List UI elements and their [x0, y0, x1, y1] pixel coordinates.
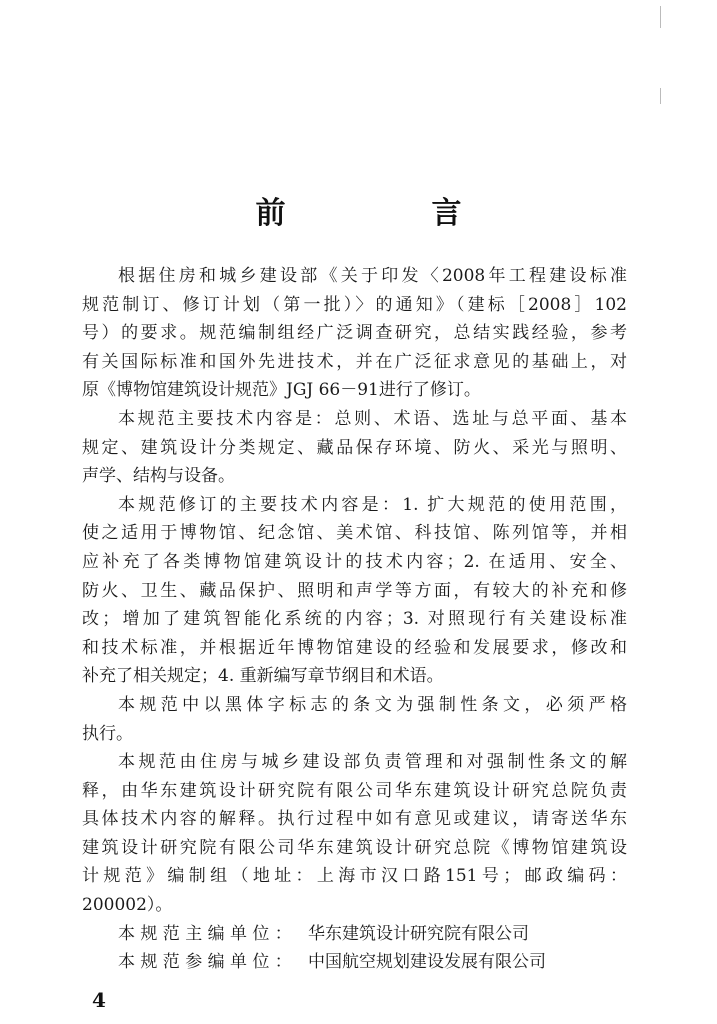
paragraph-line: 使之适用于博物馆、纪念馆、美术馆、科技馆、陈列馆等，并相	[82, 523, 627, 544]
unit-value: 中国航空规划建设发展有限公司	[308, 952, 546, 973]
paragraph-line: 本规范由住房与城乡建设部负责管理和对强制性条文的解	[118, 752, 627, 773]
paragraph-line: 具体技术内容的解释。执行过程中如有意见或建议，请寄送华东	[82, 809, 627, 830]
paragraph-line: 规定、建筑设计分类规定、藏品保存环境、防火、采光与照明、	[82, 437, 627, 458]
paragraph-line: 改；增加了建筑智能化系统的内容；3. 对照现行有关建设标准	[82, 609, 627, 630]
paragraph-line: 根据住房和城乡建设部《关于印发〈2008年工程建设标准	[118, 266, 627, 286]
paragraph-line: 释，由华东建筑设计研究院有限公司华东建筑设计研究总院负责	[82, 780, 627, 801]
paragraph-line: 有关国际标准和国外先进技术，并在广泛征求意见的基础上，对	[82, 351, 627, 372]
paragraph-line: 本规范中以黑体字标志的条文为强制性条文，必须严格	[118, 694, 627, 715]
unit-label: 本规范参编单位：	[118, 952, 298, 973]
scan-edge-mark	[660, 6, 661, 28]
paragraph-line: 补充了相关规定；4. 重新编写章节纲目和术语。	[82, 666, 444, 687]
unit-label: 本规范主编单位：	[118, 923, 298, 944]
paragraph-line: 号）的要求。规范编制组经广泛调查研究，总结实践经验，参考	[82, 323, 627, 344]
paragraph-line: 声学、结构与设备。	[82, 466, 235, 487]
unit-line	[82, 948, 627, 977]
paragraph-line: 应补充了各类博物馆建筑设计的技术内容；2. 在适用、安全、	[82, 551, 627, 572]
page-number: 4	[92, 988, 106, 1012]
unit-line	[82, 920, 627, 949]
paragraph-line: 原《博物馆建筑设计规范》JGJ 66－91进行了修订。	[82, 380, 481, 401]
paragraph-line: 防火、卫生、藏品保护、照明和声学等方面，有较大的补充和修	[82, 580, 627, 601]
scan-edge-mark	[660, 88, 661, 104]
unit-value: 华东建筑设计研究院有限公司	[308, 923, 529, 944]
paragraph-line: 和技术标准，并根据近年博物馆建设的经验和发展要求，修改和	[82, 637, 627, 658]
paragraph-line: 本规范主要技术内容是：总则、术语、选址与总平面、基本	[118, 408, 627, 429]
paragraph-line: 200002）。	[82, 895, 173, 916]
paragraph-line: 本规范修订的主要技术内容是：1. 扩大规范的使用范围，	[118, 494, 627, 515]
body-text	[82, 262, 627, 977]
paragraph-line: 执行。	[82, 723, 133, 744]
paragraph-line: 计规范》编制组（地址：上海市汉口路151号；邮政编码：	[82, 866, 627, 887]
paragraph-line: 建筑设计研究院有限公司华东建筑设计研究总院《博物馆建筑设	[82, 837, 627, 858]
page-title: 前 言	[255, 196, 520, 231]
paragraph-line: 规范制订、修订计划（第一批）〉的通知》（建标［2008］102	[82, 294, 627, 315]
